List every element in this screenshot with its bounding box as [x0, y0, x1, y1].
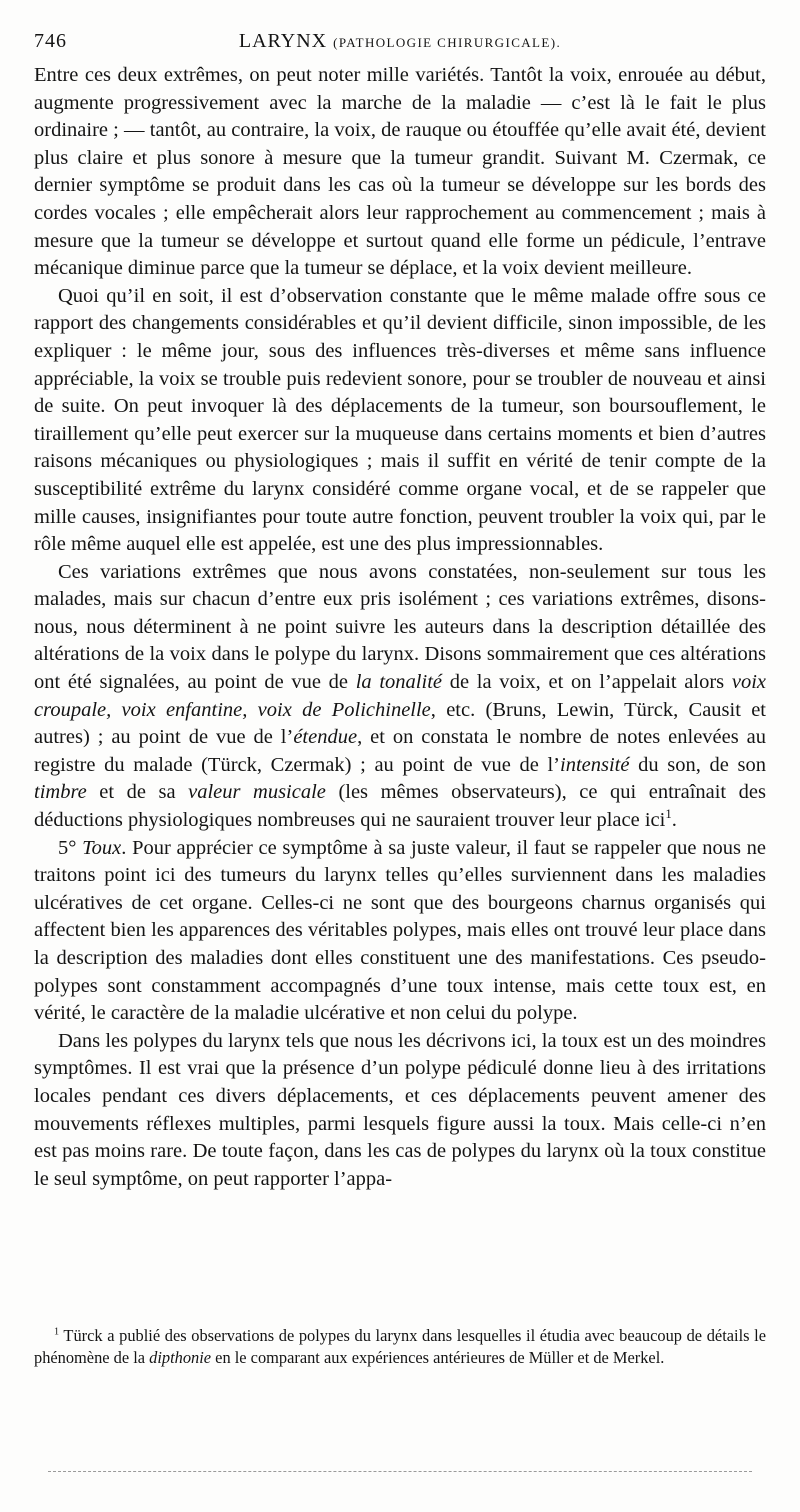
paragraph-2: Quoi qu’il en soit, il est d’observation constante que le même malade offre sous ce rapport des changements considérables et qu’il devient difficile, sinon impossible, de les expliquer : le même jour, sous des influences très-diverses et même sans influence appréciable, la voix se trouble puis redevient sonore, pour se troubler de nouveau et ainsi de suite. On peut invoquer là des déplacements de la tumeur, son boursouflement, le tiraillement qu’elle peut exercer sur la muqueuse dans certains moments et bien d’autres raisons mécaniques ou physiologiques ; mais il suffit en vérité de tenir compte de la susceptibilité extrême du larynx considéré comme organe vocal, et de se rappeler que mille causes, insignifiantes pour toute autre fonction, peuvent troubler la voix qui, par le rôle même auquel elle est appelée, est une des plus impressionnables.	[34, 284, 766, 556]
footnote-marker: 1	[665, 807, 672, 822]
running-title	[34, 30, 766, 53]
paragraph-1: Entre ces deux extrêmes, on peut noter mille variétés. Tantôt la voix, enrouée au début, augmente progressivement avec la marche de la maladie — c’est là le fait le plus ordinaire ; — tantôt, au contraire, la voix, de rauque ou étouffée qu’elle avait été, devient plus claire et plus sonore à mesure que la tumeur grandit. Suivant M. Czermak, ce dernier symptôme se produit dans les cas où la tumeur se développe sur les bords des cordes vocales ; elle empêcherait alors leur rapprochement au commencement ; mais à mesure que la tumeur se développe et surtout quand elle forme un pédicule, l’entrave mécanique diminue parce que la tumeur se déplace, et la voix devient meilleure.	[34, 64, 766, 280]
paragraph-3: Ces variations extrêmes que nous avons constatées, non-seulement sur tous les malades, mais sur chacun d’entre eux pris isolément ; ces variations extrêmes, disons-nous, nous déterminent à ne point suivre les auteurs dans la description détaillée des altérations de la voix dans le polype du larynx. Disons sommairement que ces altérations ont été signalées, au point de vue de la tonalité de la voix, et on l’appelait alors voix croupale, voix enfantine, voix de Polichinelle, etc. (Bruns, Lewin, Türck, Causit et autres) ; au point de vue de l’étendue, et on constata le nombre de notes enlevées au registre du malade (Türck, Czermak) ; au point de vue de l’intensité du son, de son timbre et de sa valeur musicale (les mêmes observateurs), ce qui entraînait des déductions physiologiques nombreuses qui ne sauraient trouver leur place ici$^1$.	[34, 560, 767, 832]
paragraph-5: Dans les polypes du larynx tels que nous les décrivons ici, la toux est un des moindres symptômes. Il est vrai que la présence d’un polype pédiculé donne lieu à des irritations locales pendant ces divers déplacements, et ces déplacements peuvent amener des mouvements réflexes multiples, parmi lesquels figure aussi la toux. Mais celle-ci n’en est pas moins rare. De toute façon, dans les cas de polypes du larynx où la toux constitue le seul symptôme, on peut rapporter l’appa-	[34, 1029, 766, 1190]
section-heading-toux: Toux	[82, 836, 122, 859]
body-text	[34, 62, 766, 1193]
running-header	[34, 30, 766, 60]
page-number: 746	[34, 30, 67, 52]
running-title-main: LARYNX	[238, 30, 328, 52]
running-title-subtitle: (PATHOLOGIE CHIRURGICALE).	[333, 35, 562, 50]
footnote-number: 1	[54, 1326, 60, 1338]
bottom-dotted-rule	[48, 1471, 752, 1472]
footnote: $^1$ Türck a publié des observations de polypes du larynx dans lesquelles il étudia avec beaucoup de détails le phénomène de la dipthonie en le comparant aux expériences antérieures de Müller et de Merkel.	[34, 1326, 766, 1367]
paragraph-4-toux: 5° Toux. Pour apprécier ce symptôme à sa juste valeur, il faut se rappeler que nous ne traitons point ici des tumeurs du larynx telles qu’elles surviennent dans les maladies ulcératives de cet organe. Celles-ci ne sont que des bourgeons charnus organisés qui affectent bien les apparences des véritables polypes, mais elles ont trouvé leur place dans la description des maladies dont elles constituent une des manifestations. Ces pseudo-polypes sont constamment accompagnés d’une toux intense, mais cette toux est, en vérité, le caractère de la maladie ulcérative et non celui du polype.	[34, 836, 766, 1025]
